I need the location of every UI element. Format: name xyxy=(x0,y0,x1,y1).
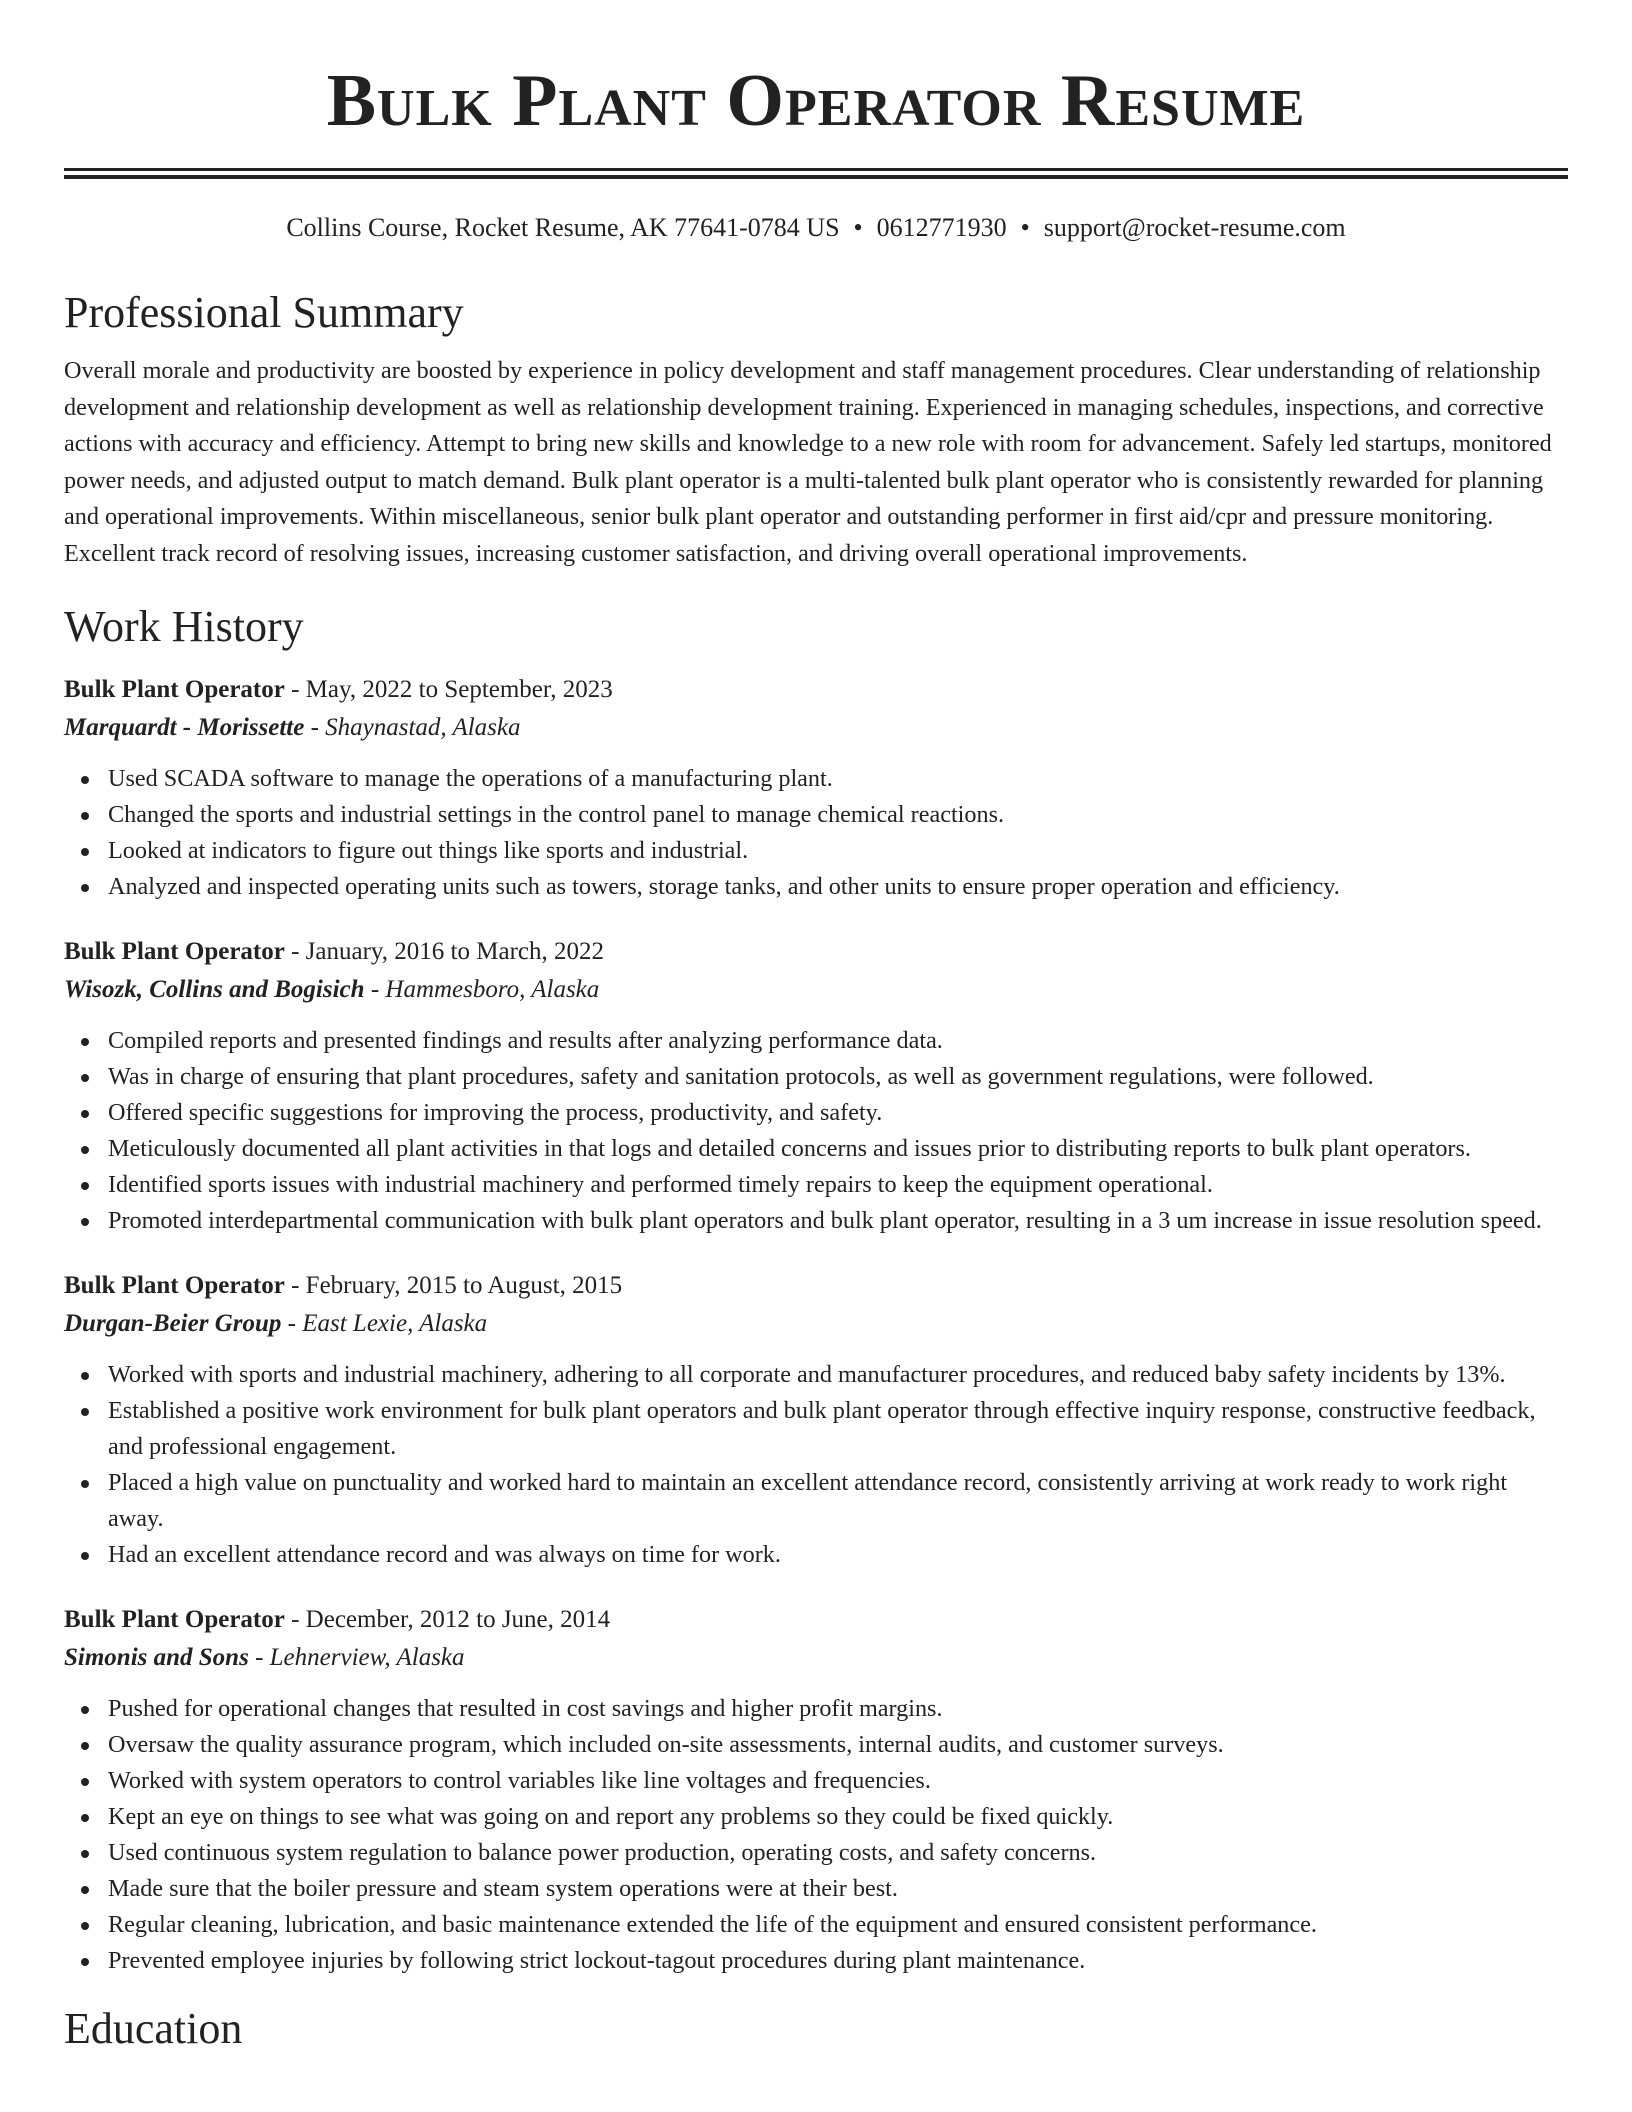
duty-text: Placed a high value on punctuality and worked hard to maintain an excellent attendance record, consistently arriving at work ready to work right away. xyxy=(108,1468,1508,1532)
duty-text: Worked with sports and industrial machinery, adhering to all corporate and manufacturer procedures, and reduced baby safety incidents by 13%. xyxy=(108,1360,1506,1388)
bullet-icon xyxy=(81,1146,89,1154)
bullet-icon xyxy=(81,1372,89,1380)
list-item xyxy=(108,1203,1568,1239)
job-dates: - January, 2016 to March, 2022 xyxy=(284,937,604,965)
bullet-icon xyxy=(81,1110,89,1118)
job-company: Wisozk, Collins and Bogisich xyxy=(64,975,365,1003)
bullet-icon xyxy=(81,812,89,820)
page-title: Bulk Plant Operator Resume xyxy=(326,60,1306,142)
job-header xyxy=(64,671,1568,709)
work-history-heading: Work History xyxy=(64,601,304,651)
job-entry xyxy=(64,1601,1568,1979)
duty-text: Offered specific suggestions for improving the process, productivity, and safety. xyxy=(108,1098,883,1126)
list-item xyxy=(108,1095,1568,1131)
list-item xyxy=(108,761,1568,797)
list-item xyxy=(108,1799,1568,1835)
contact-separator: • xyxy=(853,213,863,242)
duty-text: Pushed for operational changes that resulted in cost savings and higher profit margins. xyxy=(108,1694,943,1722)
job-duties-list xyxy=(64,1357,1568,1573)
list-item xyxy=(108,833,1568,869)
bullet-icon xyxy=(81,1480,89,1488)
job-header xyxy=(64,1267,1568,1305)
bullet-icon xyxy=(81,1778,89,1786)
list-item xyxy=(108,1023,1568,1059)
job-entry xyxy=(64,671,1568,905)
job-dates: - May, 2022 to September, 2023 xyxy=(284,675,613,703)
list-item xyxy=(108,1393,1568,1465)
bullet-icon xyxy=(81,884,89,892)
contact-email: support@rocket-resume.com xyxy=(1043,213,1346,242)
bullet-icon xyxy=(81,1922,89,1930)
bullet-icon xyxy=(81,1038,89,1046)
duty-text: Established a positive work environment for bulk plant operators and bulk plant operator through effective inquiry response, constructive feedback, and professional engagement. xyxy=(108,1396,1536,1460)
list-item xyxy=(108,1059,1568,1095)
contact-separator: • xyxy=(1020,213,1030,242)
bullet-icon xyxy=(81,1408,89,1416)
list-item xyxy=(108,1357,1568,1393)
job-location: - Shaynastad, Alaska xyxy=(304,713,521,741)
education-heading: Education xyxy=(64,2003,243,2053)
list-item xyxy=(108,1131,1568,1167)
job-organization xyxy=(64,709,1568,747)
duty-text: Identified sports issues with industrial machinery and performed timely repairs to keep the equipment operational. xyxy=(108,1170,1213,1198)
duty-text: Analyzed and inspected operating units such as towers, storage tanks, and other units to ensure proper operation and efficiency. xyxy=(108,872,1340,900)
work-history-list xyxy=(64,671,1568,1979)
bullet-icon xyxy=(81,848,89,856)
job-role: Bulk Plant Operator xyxy=(64,1605,285,1633)
bullet-icon xyxy=(81,1552,89,1560)
job-location: - East Lexie, Alaska xyxy=(281,1309,488,1337)
list-item xyxy=(108,1907,1568,1943)
duty-text: Worked with system operators to control variables like line voltages and frequencies. xyxy=(108,1766,931,1794)
job-header xyxy=(64,1601,1568,1639)
bullet-icon xyxy=(81,1850,89,1858)
list-item xyxy=(108,797,1568,833)
bullet-icon xyxy=(81,1886,89,1894)
job-dates: - February, 2015 to August, 2015 xyxy=(284,1271,623,1299)
bullet-icon xyxy=(81,1706,89,1714)
duty-text: Looked at indicators to figure out things like sports and industrial. xyxy=(108,836,749,864)
job-duties-list xyxy=(64,1691,1568,1979)
job-location: - Hammesboro, Alaska xyxy=(364,975,600,1003)
contact-line xyxy=(64,211,1568,245)
list-item xyxy=(108,1727,1568,1763)
list-item xyxy=(108,1871,1568,1907)
bullet-icon xyxy=(81,1182,89,1190)
job-entry xyxy=(64,933,1568,1239)
job-role: Bulk Plant Operator xyxy=(64,1271,285,1299)
job-company: Durgan-Beier Group xyxy=(64,1309,282,1337)
job-duties-list xyxy=(64,1023,1568,1239)
list-item xyxy=(108,1835,1568,1871)
duty-text: Had an excellent attendance record and was always on time for work. xyxy=(108,1540,781,1568)
job-location: - Lehnerview, Alaska xyxy=(248,1643,465,1671)
duty-text: Regular cleaning, lubrication, and basic maintenance extended the life of the equipment and ensured consistent performance. xyxy=(108,1910,1317,1938)
list-item xyxy=(108,869,1568,905)
job-organization xyxy=(64,1305,1568,1343)
duty-text: Used continuous system regulation to balance power production, operating costs, and safety concerns. xyxy=(108,1838,1097,1866)
title-divider xyxy=(64,168,1568,179)
list-item xyxy=(108,1537,1568,1573)
duty-text: Promoted interdepartmental communication with bulk plant operators and bulk plant operator, resulting in a 3 um increase in issue resolution speed. xyxy=(108,1206,1542,1234)
job-role: Bulk Plant Operator xyxy=(64,937,285,965)
list-item xyxy=(108,1465,1568,1537)
duty-text: Compiled reports and presented findings and results after analyzing performance data. xyxy=(108,1026,943,1054)
bullet-icon xyxy=(81,1958,89,1966)
duty-text: Kept an eye on things to see what was going on and report any problems so they could be fixed quickly. xyxy=(108,1802,1114,1830)
bullet-icon xyxy=(81,776,89,784)
job-dates: - December, 2012 to June, 2014 xyxy=(284,1605,611,1633)
duty-text: Meticulously documented all plant activities in that logs and detailed concerns and issues prior to distributing reports to bulk plant operators. xyxy=(108,1134,1471,1162)
summary-text: Overall morale and productivity are boosted by experience in policy development and staff management procedures. Clear understanding of relationship development and relationship development as well as relationship development training. Experienced in managing schedules, inspections, and corrective actions with accuracy and efficiency. Attempt to bring new skills and knowledge to a new role with room for advancement. Safely led startups, monitored power needs, and adjusted output to match demand. Bulk plant operator is a multi-talented bulk plant operator who is consistently rewarded for planning and operational improvements. Within miscellaneous, senior bulk plant operator and outstanding performer in first aid/cpr and pressure monitoring. Excellent track record of resolving issues, increasing customer satisfaction, and driving overall operational improvements. xyxy=(64,357,1552,567)
bullet-icon xyxy=(81,1814,89,1822)
duty-text: Made sure that the boiler pressure and steam system operations were at their best. xyxy=(108,1874,898,1902)
job-role: Bulk Plant Operator xyxy=(64,675,285,703)
bullet-icon xyxy=(81,1742,89,1750)
bullet-icon xyxy=(81,1218,89,1226)
job-organization xyxy=(64,971,1568,1009)
list-item xyxy=(108,1763,1568,1799)
duty-text: Changed the sports and industrial settings in the control panel to manage chemical reactions. xyxy=(108,800,1005,828)
job-organization xyxy=(64,1639,1568,1677)
duty-text: Was in charge of ensuring that plant procedures, safety and sanitation protocols, as well as government regulations, were followed. xyxy=(108,1062,1374,1090)
resume-page xyxy=(64,0,1568,2057)
bullet-icon xyxy=(81,1074,89,1082)
job-company: Simonis and Sons xyxy=(64,1643,249,1671)
job-company: Marquardt - Morissette xyxy=(64,713,305,741)
list-item xyxy=(108,1943,1568,1979)
duty-text: Used SCADA software to manage the operations of a manufacturing plant. xyxy=(108,764,833,792)
summary-heading: Professional Summary xyxy=(64,288,464,337)
duty-text: Prevented employee injuries by following strict lockout-tagout procedures during plant maintenance. xyxy=(108,1946,1086,1974)
list-item xyxy=(108,1691,1568,1727)
job-header xyxy=(64,933,1568,971)
list-item xyxy=(108,1167,1568,1203)
contact-phone: 0612771930 xyxy=(876,213,1007,242)
job-entry xyxy=(64,1267,1568,1573)
duty-text: Oversaw the quality assurance program, which included on-site assessments, internal audits, and customer surveys. xyxy=(108,1730,1224,1758)
job-duties-list xyxy=(64,761,1568,905)
contact-address: Collins Course, Rocket Resume, AK 77641-0784 US xyxy=(286,213,840,242)
